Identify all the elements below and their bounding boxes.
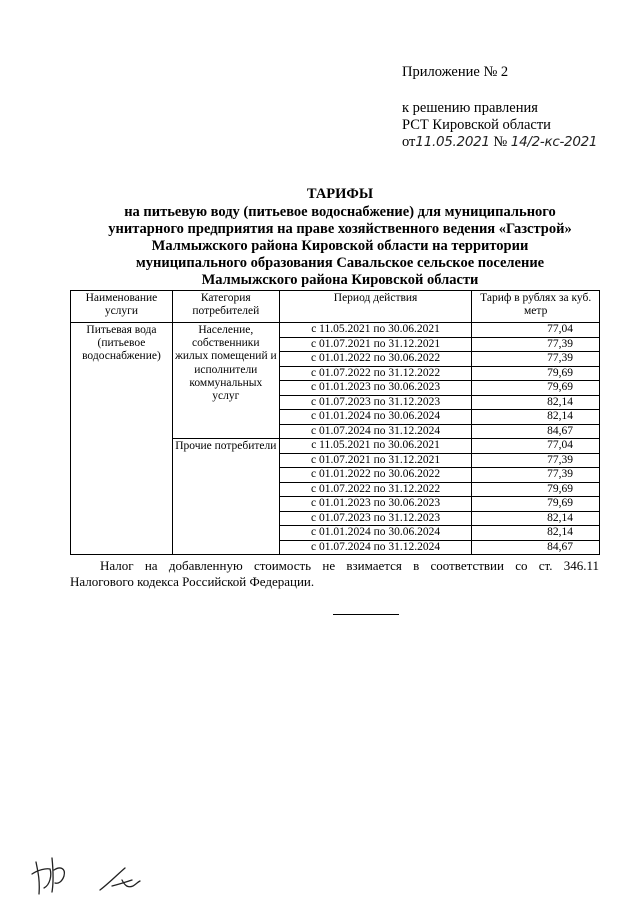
title-line-5: Малмыжского района Кировской области [201,272,479,288]
period-cell: с 01.07.2021 по 31.12.2021 [279,453,472,468]
tariff-cell: 84,67 [472,424,600,439]
tariff-cell: 77,39 [472,453,600,468]
separator-line [333,614,399,615]
tax-note-line-2: Налогового кодекса Российской Федерации. [70,574,315,589]
period-cell: с 01.07.2024 по 31.12.2024 [279,424,472,439]
title-line-2: унитарного предприятия на праве хозяйственного ведения «Газстрой» [108,221,572,237]
period-cell: с 01.07.2022 по 31.12.2022 [279,366,472,381]
title-line-3: Малмыжского района Кировской области на территории [151,238,529,254]
header-service: Наименование услуги [71,291,173,323]
period-cell: с 01.01.2024 по 30.06.2024 [279,410,472,425]
header-category: Категория потребителей [172,291,279,323]
tariff-cell: 82,14 [472,395,600,410]
tax-note-line-1: Налог на добавленную стоимость не взимается в соответствии со ст. 346.11 [100,558,599,573]
period-cell: с 01.01.2023 по 30.06.2023 [279,381,472,396]
authority-label: РСТ Кировской области [402,117,551,133]
period-cell: с 01.07.2024 по 31.12.2024 [279,540,472,555]
appendix-label: Приложение № 2 [402,64,509,80]
decision-date-line [402,133,597,151]
tariff-cell: 77,04 [472,439,600,454]
table-header-row [71,291,600,323]
period-cell: с 01.07.2023 по 31.12.2023 [279,511,472,526]
tariff-cell: 82,14 [472,526,600,541]
tariff-cell: 79,69 [472,497,600,512]
tariff-cell: 77,04 [472,323,600,338]
header-period: Период действия [279,291,472,323]
handwritten-date: 11.05.2021 [415,134,490,150]
period-cell: с 01.07.2023 по 31.12.2023 [279,395,472,410]
title-line-1: на питьевую воду (питьевое водоснабжение) для муниципального [124,204,556,220]
tariff-cell: 79,69 [472,366,600,381]
service-name-cell: Питьевая вода (питьевое водоснабжение) [71,323,173,555]
category-cell: Прочие потребители [172,439,279,555]
period-cell: с 01.01.2022 по 30.06.2022 [279,352,472,367]
period-cell: с 01.01.2022 по 30.06.2022 [279,468,472,483]
tariff-cell: 79,69 [472,381,600,396]
category-cell: Население, собственники жилых помещений и исполнители коммунальных услуг [172,323,279,439]
tariff-cell: 77,39 [472,468,600,483]
period-cell: с 01.01.2023 по 30.06.2023 [279,497,472,512]
tariff-cell: 77,39 [472,337,600,352]
tariff-cell: 82,14 [472,511,600,526]
tariff-cell: 84,67 [472,540,600,555]
period-cell: с 01.07.2021 по 31.12.2021 [279,337,472,352]
tariff-cell: 77,39 [472,352,600,367]
number-sign: № [493,134,508,150]
decision-label: к решению правления [402,100,538,116]
table-row [71,323,600,338]
tariff-cell: 79,69 [472,482,600,497]
period-cell: с 11.05.2021 по 30.06.2021 [279,439,472,454]
table-body [71,323,600,555]
tariff-cell: 82,14 [472,410,600,425]
period-cell: с 11.05.2021 по 30.06.2021 [279,323,472,338]
title-line-4: муниципального образования Савальское сельское поселение [135,255,545,271]
period-cell: с 01.07.2022 по 31.12.2022 [279,482,472,497]
document-title: ТАРИФЫ [306,186,374,202]
period-cell: с 01.01.2024 по 30.06.2024 [279,526,472,541]
tariff-table [70,290,600,555]
from-prefix: от [402,134,416,150]
header-tariff: Тариф в рублях за куб. метр [472,291,600,323]
handwritten-number: 14/2-кс-2021 [510,134,598,150]
initials-signature [30,850,170,900]
